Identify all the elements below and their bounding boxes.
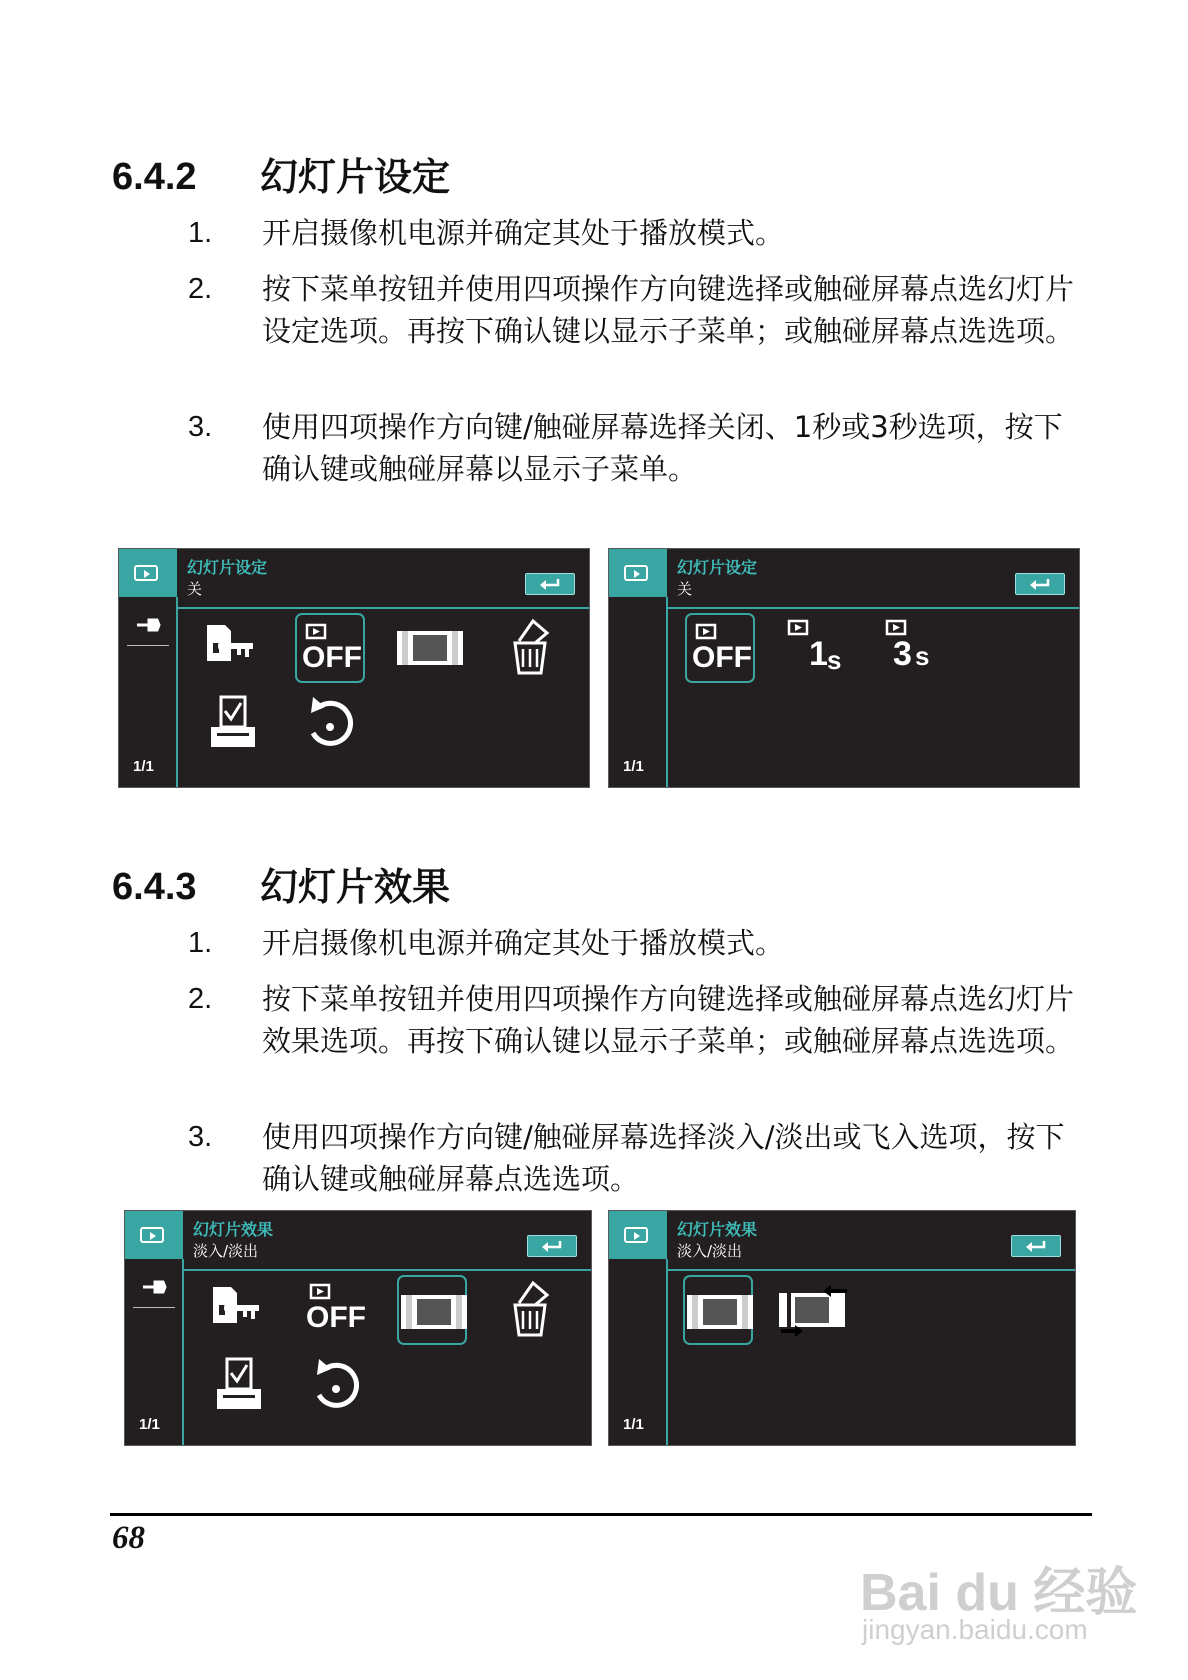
screen-title: 幻灯片效果: [677, 1220, 758, 1239]
playback-icon: [134, 565, 158, 581]
svg-text:s: s: [827, 645, 842, 675]
playback-tab[interactable]: [609, 1211, 667, 1259]
back-button[interactable]: [527, 1235, 577, 1257]
return-icon: [540, 1239, 564, 1253]
screen-title: 幻灯片设定: [677, 558, 758, 577]
back-button[interactable]: [1015, 573, 1065, 595]
slideshow-off-icon[interactable]: [295, 613, 365, 683]
watermark: [860, 1530, 1138, 1650]
slideshow-off-icon[interactable]: [301, 1275, 371, 1345]
slideshow-off-icon[interactable]: [685, 613, 755, 683]
footer-rule: [110, 1513, 1092, 1516]
protect-icon[interactable]: [199, 613, 269, 683]
svg-text:3: 3: [893, 635, 912, 673]
playback-icon: [624, 565, 648, 581]
rotate-icon[interactable]: [301, 1351, 371, 1421]
playback-tab[interactable]: [119, 549, 177, 597]
wrench-icon[interactable]: [141, 1277, 167, 1297]
print-icon[interactable]: [199, 689, 269, 759]
print-icon[interactable]: [205, 1351, 275, 1421]
page-indicator: 1/1: [623, 1416, 644, 1433]
section-title: 幻灯片效果: [260, 865, 451, 909]
step-text: 使用四项操作方向键/触碰屏幕选择关闭、1秒或3秒选项，按下确认键或触碰屏幕以显示子菜单。: [262, 410, 1063, 486]
playback-icon: [624, 1227, 648, 1243]
svg-text:1: 1: [809, 635, 828, 673]
playback-tab[interactable]: [125, 1211, 183, 1259]
return-icon: [1024, 1239, 1048, 1253]
rotate-icon[interactable]: [295, 689, 365, 759]
section-heading: [112, 152, 512, 202]
wrench-icon[interactable]: [135, 615, 161, 635]
delete-icon[interactable]: [495, 1275, 565, 1345]
page-number: 68: [112, 1520, 145, 1556]
slideshow-effect-icon[interactable]: [395, 613, 465, 683]
delete-icon[interactable]: [495, 613, 565, 683]
back-button[interactable]: [525, 573, 575, 595]
section-title: 幻灯片设定: [260, 155, 451, 199]
camera-screen-slideshow-effect-submenu: [608, 1210, 1076, 1446]
camera-screen-slideshow-setting-menu: [118, 548, 590, 788]
slideshow-effect-icon[interactable]: [397, 1275, 467, 1345]
step-number: 1.: [188, 217, 213, 249]
step-number: 2.: [188, 273, 213, 305]
section-heading: [112, 862, 512, 912]
screen-subtitle: 淡入/淡出: [193, 1242, 259, 1260]
screen-title: 幻灯片设定: [187, 558, 268, 577]
return-icon: [1028, 577, 1052, 591]
svg-text:OFF: OFF: [692, 641, 752, 674]
page-indicator: 1/1: [623, 758, 644, 775]
slideshow-3s-icon[interactable]: [879, 613, 949, 683]
svg-text:OFF: OFF: [302, 641, 362, 674]
step-text: 使用四项操作方向键/触碰屏幕选择淡入/淡出或飞入选项，按下确认键或触碰屏幕点选选项。: [262, 1120, 1065, 1196]
camera-screen-slideshow-setting-submenu: [608, 548, 1080, 788]
screen-subtitle: 关: [677, 580, 693, 598]
section-number: 6.4.3: [112, 866, 197, 908]
screen-title: 幻灯片效果: [193, 1220, 274, 1239]
step-text: 按下菜单按钮并使用四项操作方向键选择或触碰屏幕点选幻灯片效果选项。再按下确认键以显示子菜单；或触碰屏幕点选选项。: [262, 982, 1075, 1058]
svg-text:OFF: OFF: [306, 1301, 366, 1334]
step-number: 3.: [188, 1121, 213, 1153]
section-number: 6.4.2: [112, 156, 197, 198]
return-icon: [538, 577, 562, 591]
screen-subtitle: 关: [187, 580, 203, 598]
step-number: 3.: [188, 411, 213, 443]
step-number: 1.: [188, 927, 213, 959]
step-text: 按下菜单按钮并使用四项操作方向键选择或触碰屏幕点选幻灯片设定选项。再按下确认键以显示子菜单；或触碰屏幕点选选项。: [262, 272, 1075, 348]
slideshow-1s-icon[interactable]: [781, 613, 851, 683]
screen-subtitle: 淡入/淡出: [677, 1242, 743, 1260]
watermark-brand: Bai du 经验: [860, 1564, 1138, 1622]
camera-screen-slideshow-effect-menu: [124, 1210, 592, 1446]
page-indicator: 1/1: [139, 1416, 160, 1433]
fade-effect-icon[interactable]: [683, 1275, 753, 1345]
step-text: 开启摄像机电源并确定其处于播放模式。: [262, 926, 785, 960]
step-number: 2.: [188, 983, 213, 1015]
page-indicator: 1/1: [133, 758, 154, 775]
watermark-url: jingyan.baidu.com: [862, 1614, 1088, 1645]
step-text: 开启摄像机电源并确定其处于播放模式。: [262, 216, 785, 250]
protect-icon[interactable]: [205, 1275, 275, 1345]
playback-tab[interactable]: [609, 549, 667, 597]
playback-icon: [140, 1227, 164, 1243]
fly-in-effect-icon[interactable]: [777, 1275, 847, 1345]
svg-text:s: s: [915, 641, 930, 671]
back-button[interactable]: [1011, 1235, 1061, 1257]
